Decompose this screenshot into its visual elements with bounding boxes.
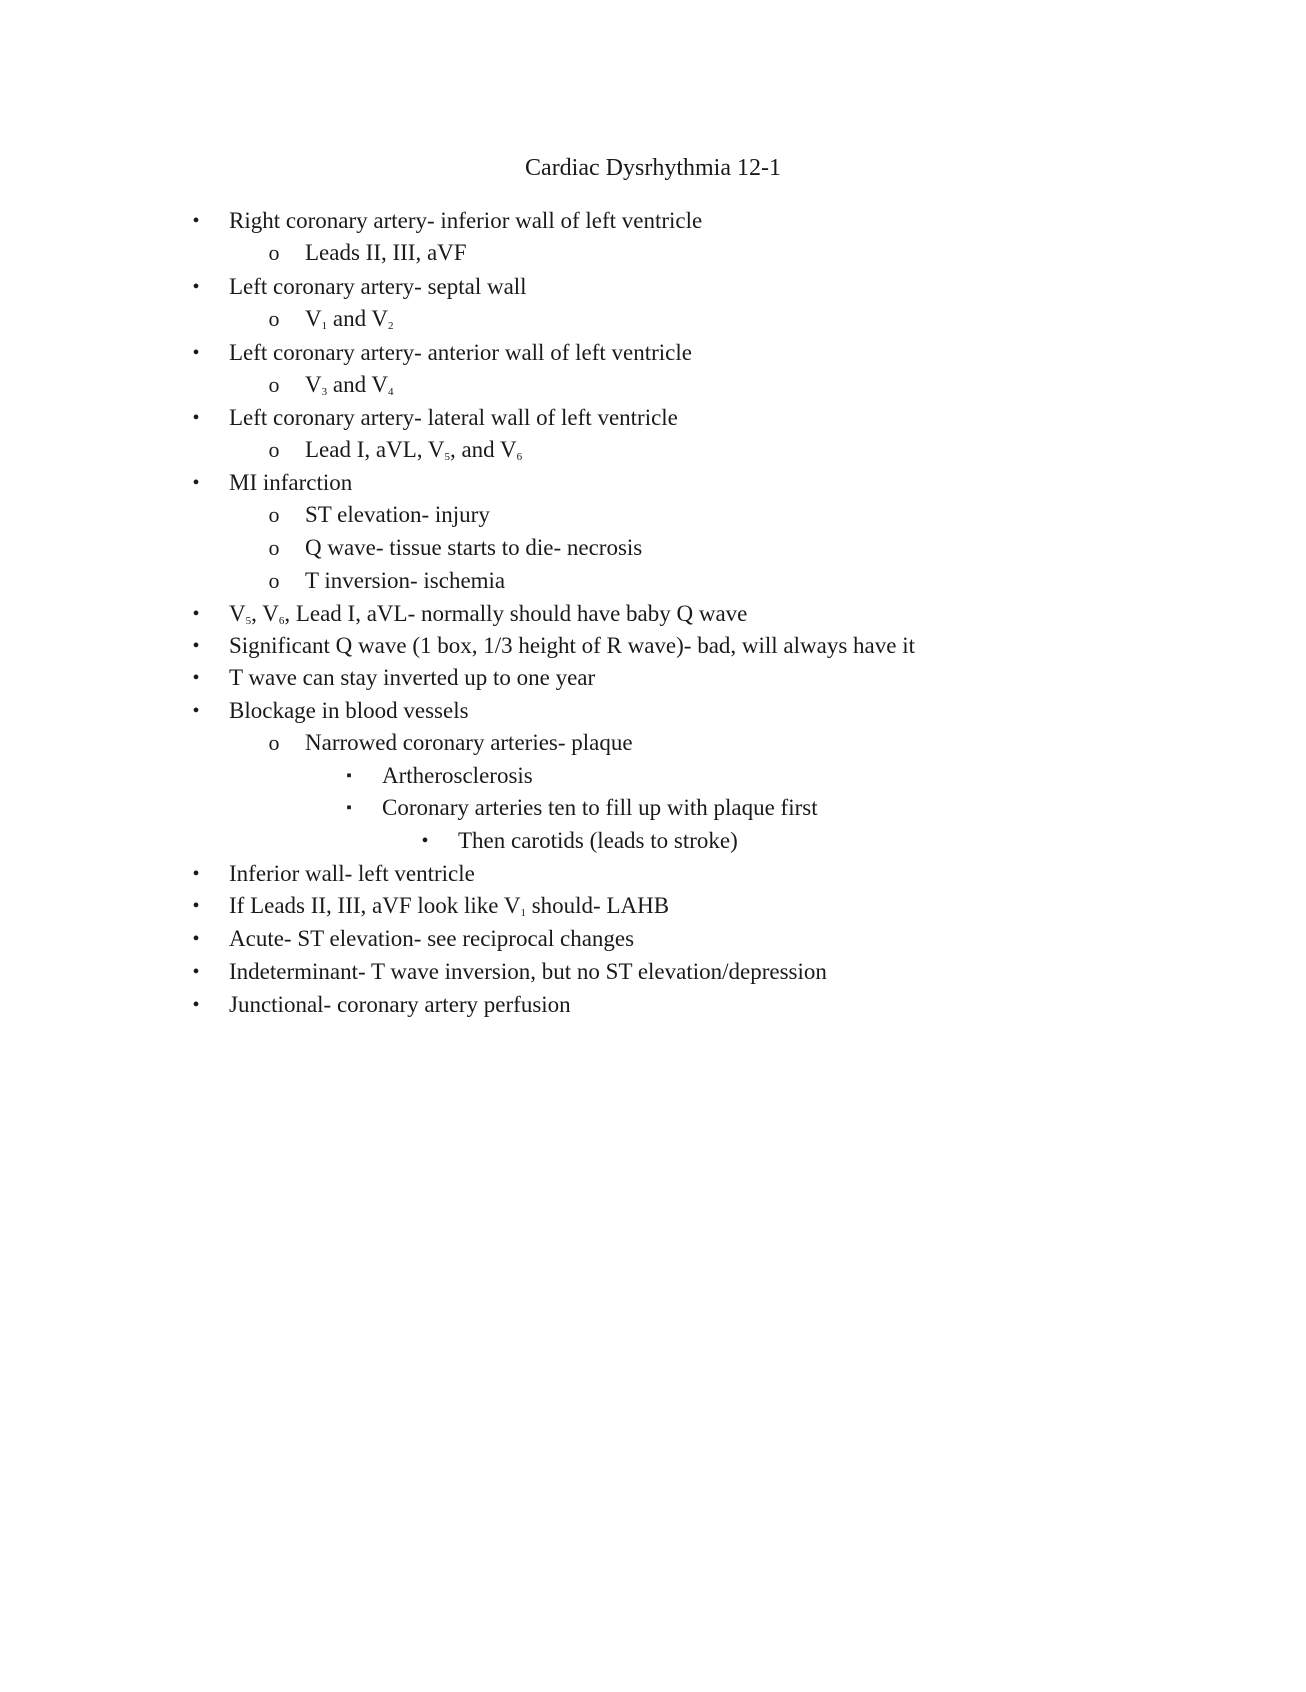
list-item-text [229, 337, 692, 369]
bullet-marker: • [192, 210, 200, 232]
text-segment: Inferior wall- left ventricle [229, 861, 475, 886]
list-item-text [305, 303, 394, 335]
text-segment: Q wave- tissue starts to die- necrosis [305, 535, 643, 560]
bullet-marker: ▪ [346, 800, 352, 816]
subscript: 6 [516, 451, 523, 463]
text-segment: and V [327, 372, 389, 397]
subscript: 1 [520, 907, 526, 919]
subscript: 3 [321, 386, 328, 398]
bullet-marker: • [192, 700, 200, 722]
bullet-marker: o [268, 535, 280, 560]
text-segment: Blockage in blood vessels [229, 698, 469, 723]
text-segment: Left coronary artery- anterior wall of left ventricle [229, 340, 692, 365]
subscript: 5 [444, 451, 450, 463]
text-segment: Right coronary artery- inferior wall of left ventricle [229, 208, 703, 233]
text-segment: Coronary arteries ten to fill up with plaque first [382, 795, 818, 820]
list-item-text [229, 989, 571, 1021]
text-segment: , Lead I, aVL- normally should have baby Q wave [284, 601, 748, 626]
bullet-marker: o [268, 437, 280, 462]
bullet-marker: o [268, 502, 280, 527]
text-segment: , V [251, 601, 279, 626]
text-segment: Then carotids (leads to stroke) [458, 828, 738, 853]
text-segment: Significant Q wave (1 box, 1/3 height of R wave)- bad, will always have it [229, 633, 916, 658]
list-item-text [229, 956, 827, 988]
list-item-text [229, 858, 475, 890]
text-segment: Artherosclerosis [382, 763, 533, 788]
list-item-text [305, 369, 394, 401]
text-segment: , and V [449, 437, 517, 462]
text-segment: V [305, 372, 322, 397]
list-item-text [305, 434, 522, 466]
text-segment: Junctional- coronary artery perfusion [229, 992, 571, 1017]
text-segment: T inversion- ischemia [305, 568, 506, 593]
list-item-text [229, 662, 595, 694]
list-item-text [229, 467, 352, 499]
list-item-text [305, 237, 467, 269]
list-item-text [229, 205, 702, 237]
bullet-marker: • [192, 407, 200, 429]
text-segment: ST elevation- injury [305, 502, 490, 527]
bullet-marker: • [192, 961, 200, 983]
list-item-text [382, 760, 533, 792]
bullet-marker: • [192, 603, 200, 625]
list-item-text [229, 695, 469, 727]
subscript: 6 [278, 615, 285, 627]
text-segment: If Leads II, III, aVF look like V [229, 893, 521, 918]
list-item-text [305, 532, 642, 564]
text-segment: Leads II, III, aVF [305, 240, 467, 265]
text-segment: Lead I, aVL, V [305, 437, 445, 462]
bullet-marker: • [192, 994, 200, 1016]
bullet-marker: o [268, 306, 280, 331]
text-segment: should- LAHB [525, 893, 670, 918]
list-item-text [229, 598, 747, 630]
text-segment: V [229, 601, 246, 626]
list-item-text [229, 402, 678, 434]
list-item-text [458, 825, 738, 857]
text-segment: Indeterminant- T wave inversion, but no ST elevation/depression [229, 959, 827, 984]
bullet-marker: • [192, 276, 200, 298]
bullet-marker: ▪ [346, 768, 352, 784]
text-segment: Left coronary artery- lateral wall of left ventricle [229, 405, 678, 430]
bullet-marker: o [268, 372, 280, 397]
list-item-text [305, 499, 490, 531]
bullet-marker: • [192, 667, 200, 689]
text-segment: and V [327, 306, 389, 331]
text-segment: Narrowed coronary arteries- plaque [305, 730, 633, 755]
subscript: 5 [245, 615, 252, 627]
text-segment: Left coronary artery- septal wall [229, 274, 527, 299]
list-item-text [229, 890, 669, 922]
subscript: 1 [321, 320, 328, 332]
subscript: 4 [388, 386, 394, 398]
bullet-marker: • [192, 928, 200, 950]
bullet-marker: • [192, 863, 200, 885]
text-segment: V [305, 306, 322, 331]
document-title: Cardiac Dysrhythmia 12-1 [525, 155, 781, 181]
list-item-text [305, 565, 505, 597]
bullet-marker: • [192, 895, 200, 917]
bullet-marker: • [421, 830, 429, 852]
subscript: 2 [388, 320, 394, 332]
bullet-marker: o [268, 240, 280, 265]
list-item-text [229, 630, 915, 662]
bullet-marker: o [268, 568, 280, 593]
list-item-text [382, 792, 818, 824]
list-item-text [229, 271, 527, 303]
list-item-text [305, 727, 633, 759]
list-item-text [229, 923, 634, 955]
bullet-marker: o [268, 730, 280, 755]
bullet-marker: • [192, 342, 200, 364]
bullet-marker: • [192, 635, 200, 657]
bullet-marker: • [192, 472, 200, 494]
text-segment: MI infarction [229, 470, 353, 495]
text-segment: T wave can stay inverted up to one year [229, 665, 596, 690]
text-segment: Acute- ST elevation- see reciprocal changes [229, 926, 635, 951]
